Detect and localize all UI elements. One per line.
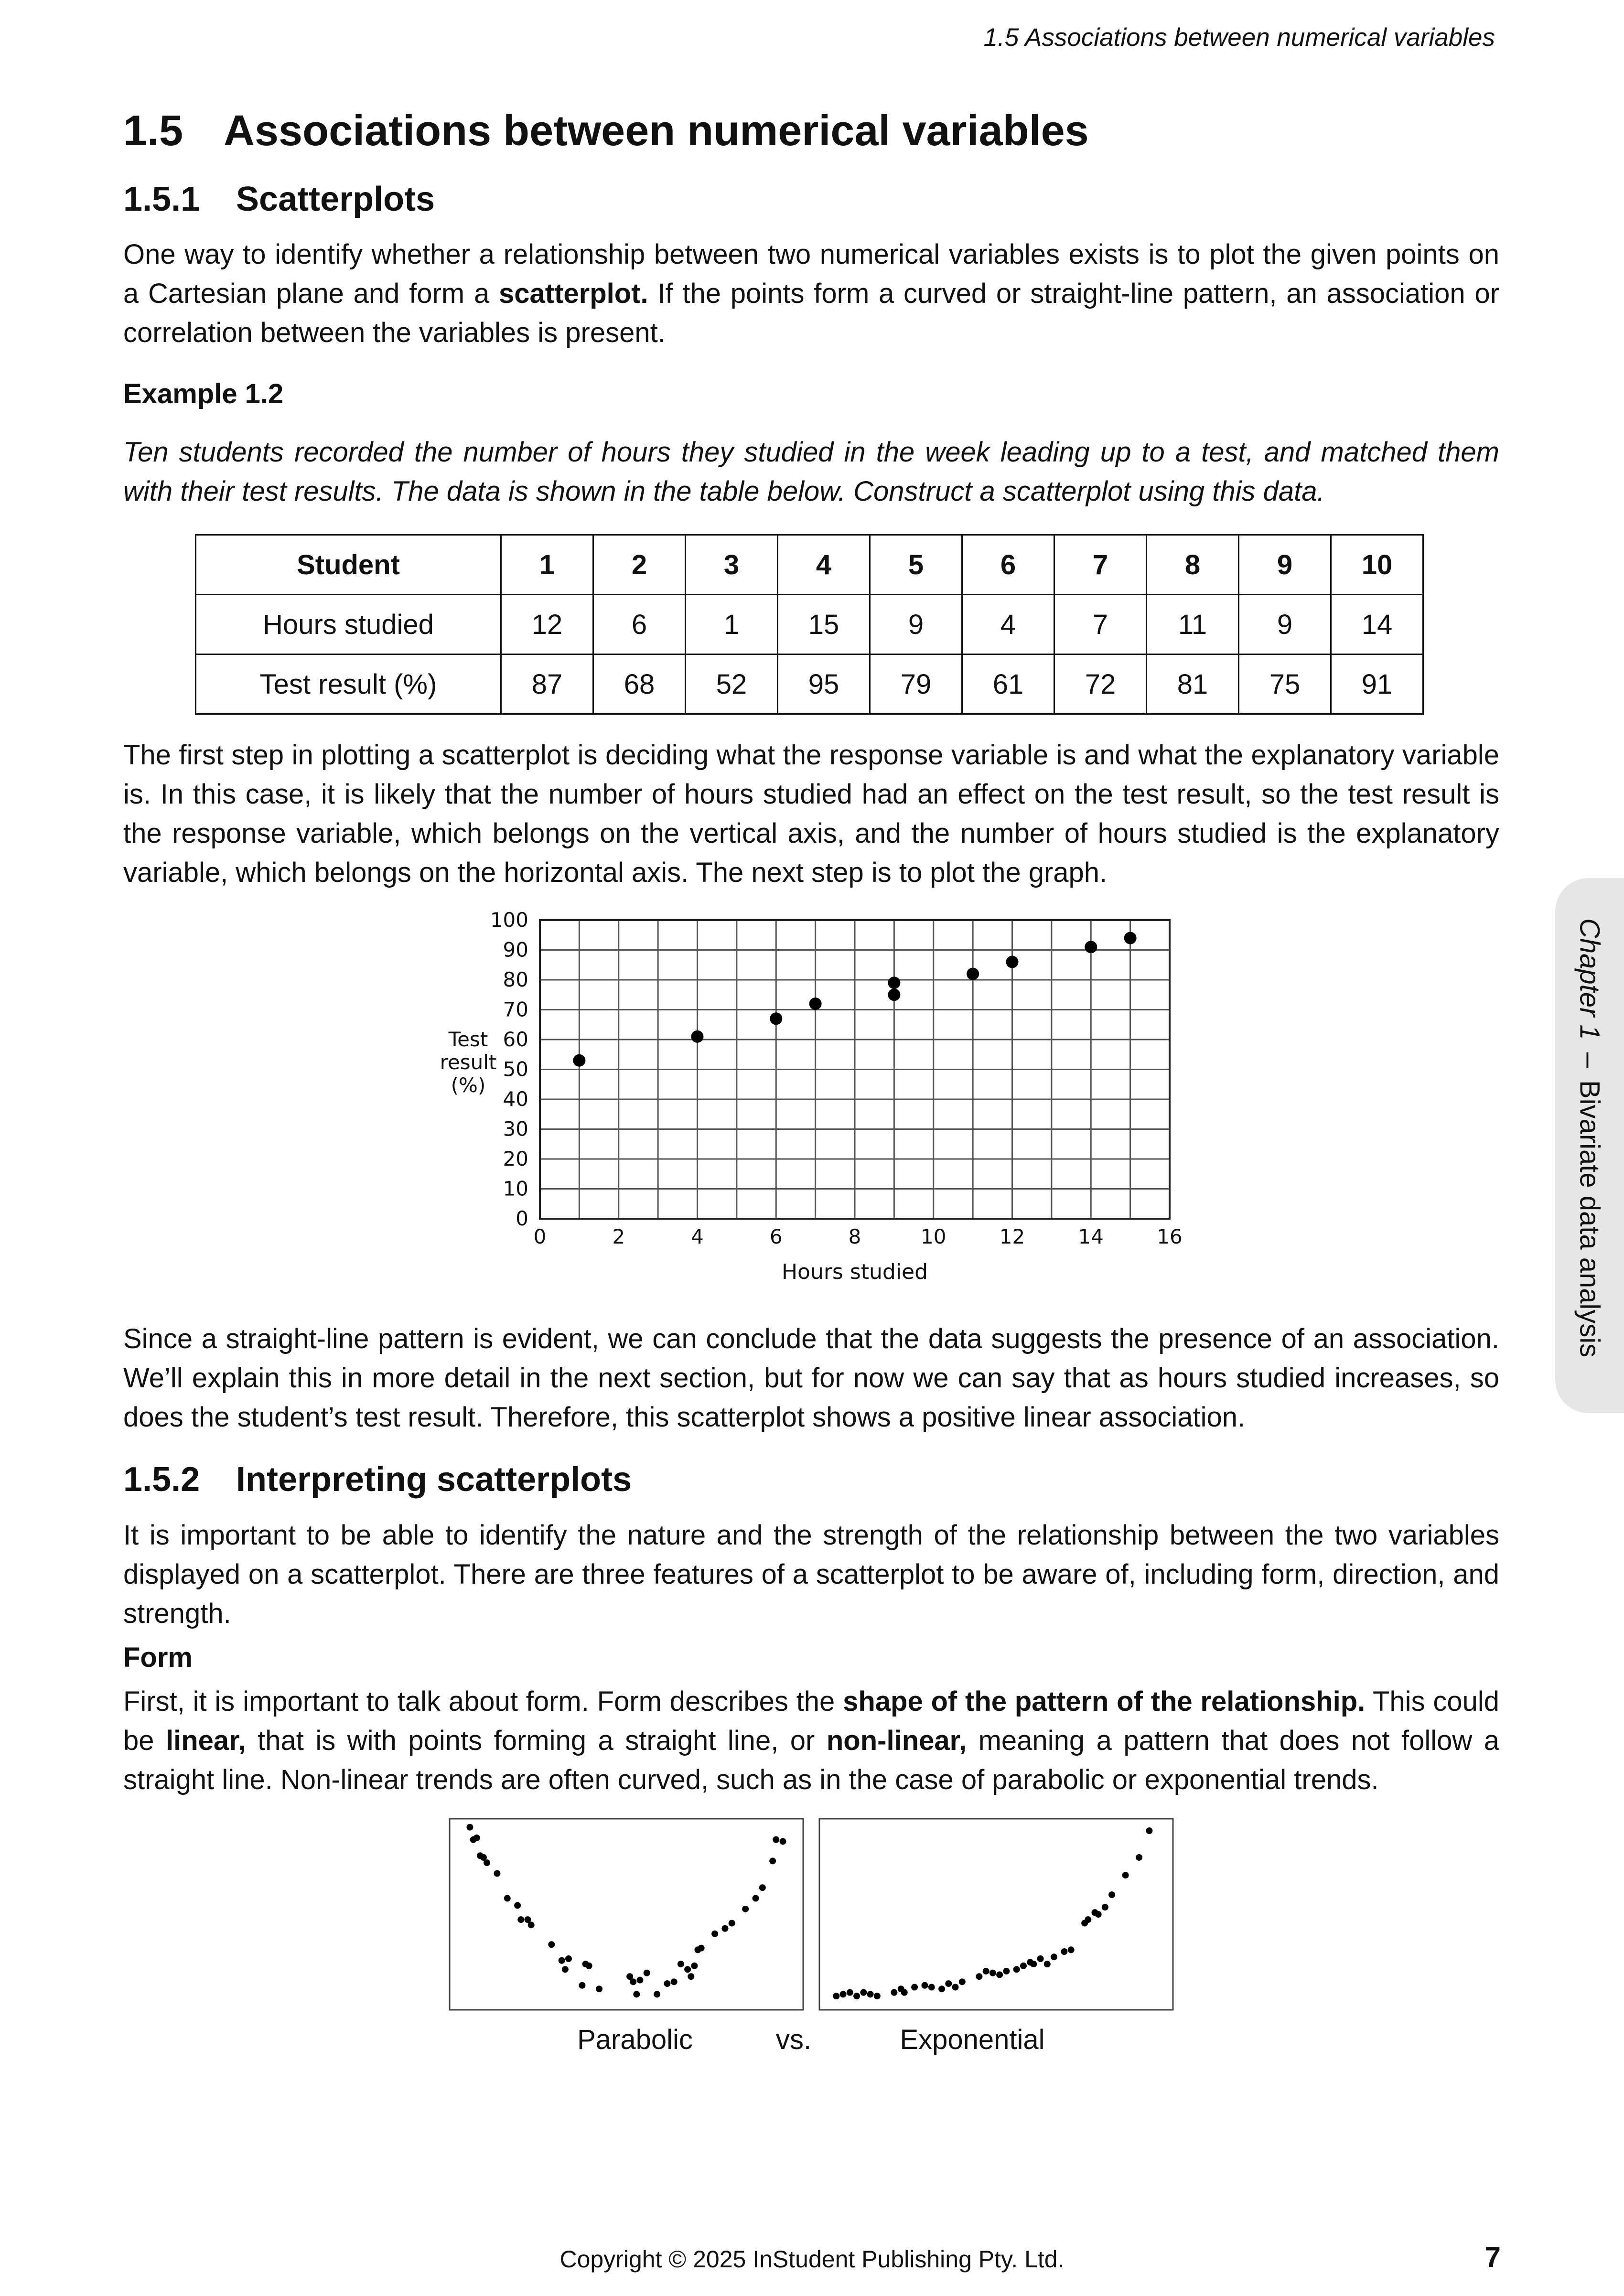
table-cell: 4 (962, 595, 1054, 654)
data-point (809, 998, 822, 1010)
table-cell: 91 (1331, 654, 1423, 714)
x-tick-label: 2 (612, 1225, 625, 1249)
mini-data-point (473, 1835, 480, 1841)
mini-data-point (562, 1966, 569, 1973)
mini-data-point (559, 1957, 565, 1964)
table-cell: 68 (593, 654, 686, 714)
form-comparison-charts (123, 1814, 1499, 2062)
table-cell: 72 (1054, 654, 1147, 714)
table-row-label: Hours studied (196, 595, 501, 654)
mini-data-point (514, 1902, 521, 1909)
form-text: meaning a pattern that does not follow a straight line. Non-linear trends are often curved, such as in the case of parabolic or exponential trends. (123, 1725, 1499, 1795)
table-cell: 14 (1331, 595, 1423, 654)
subsection-number: 1.5.2 (123, 1460, 200, 1499)
x-tick-label: 12 (999, 1225, 1025, 1249)
chapter-title: Bivariate data analysis (1574, 1080, 1605, 1358)
x-axis-label: Hours studied (781, 1260, 928, 1285)
mini-data-point (780, 1838, 786, 1845)
mini-data-point (664, 1980, 670, 1987)
mini-data-point (596, 1985, 602, 1992)
mini-data-point (874, 1993, 881, 1999)
form-comparison-figure (123, 1814, 1499, 2062)
y-tick-label: 40 (503, 1087, 528, 1111)
table-cell: 95 (778, 654, 870, 714)
intro-text: One way to identify whether a relationship between two numerical variables exists is to plot the given points on a Cartesian plane and form a (123, 239, 1499, 310)
y-tick-label: 90 (503, 938, 528, 962)
table-cell: 6 (593, 595, 686, 654)
example-text: Ten students recorded the number of hours they studied in the week leading up to a test, and matched them with their test results. The data is shown in the table below. Construct a scatterplot using this data. (123, 437, 1499, 507)
table-header-cell: 1 (501, 535, 593, 595)
form-text: This could be (123, 1685, 1499, 1756)
table-cell: 79 (870, 654, 962, 714)
mini-data-point (1003, 1968, 1010, 1974)
table-header-cell: 10 (1331, 535, 1423, 595)
form-paragraph (123, 1682, 1499, 1800)
mini-chart-frame (450, 1819, 803, 2010)
y-axis-label: (%) (451, 1073, 486, 1097)
example-heading: Example 1.2 (123, 378, 284, 410)
table-header-cell: 8 (1147, 535, 1239, 595)
subsection-title: Scatterplots (236, 180, 435, 218)
data-point (1124, 932, 1137, 944)
conclusion-paragraph: Since a straight-line pattern is evident, we can conclude that the data suggests the presence of an association. We’ll explain this in more detail in the next section, but for now we can say that as hours studied increases, so does the student’s test result. Therefore, this scatterplot shows a positive linear association. (123, 1323, 1499, 1433)
mini-data-point (853, 1993, 860, 1999)
form-heading: Form (123, 1642, 193, 1673)
mini-data-point (1102, 1904, 1108, 1910)
data-point (573, 1054, 585, 1067)
table-row (196, 595, 1423, 654)
section-number: 1.5 (123, 107, 183, 155)
table-row-label: Test result (%) (196, 654, 501, 714)
mini-data-point (691, 1963, 698, 1969)
mini-data-point (1108, 1891, 1115, 1898)
mini-data-point (1122, 1872, 1129, 1878)
mini-data-point (753, 1895, 759, 1901)
intro-text-end: If the points form a curved or straight-line pattern, an association or correlation between the variables is present. (123, 278, 1499, 349)
mini-data-point (1020, 1963, 1027, 1969)
x-tick-label: 4 (691, 1225, 704, 1249)
mini-data-point (484, 1859, 490, 1866)
mini-data-point (644, 1970, 650, 1976)
table-header-cell: Student (196, 535, 501, 595)
mini-data-point (528, 1921, 535, 1928)
subsection-heading-interpreting (123, 1459, 1499, 1500)
mini-data-point (1030, 1961, 1037, 1967)
y-tick-label: 50 (503, 1057, 528, 1081)
scatterplot-figure (123, 907, 1499, 1298)
mini-data-point (867, 1991, 874, 1997)
table-header-cell: 3 (686, 535, 778, 595)
mini-data-point (579, 1982, 585, 1989)
mini-data-point (1044, 1961, 1051, 1967)
table-header-cell: 2 (593, 535, 686, 595)
form-text: First, it is important to talk about form. Form describes the (123, 1685, 843, 1717)
x-tick-label: 10 (921, 1225, 946, 1249)
table-header-row (196, 535, 1423, 595)
mini-data-point (901, 1989, 908, 1996)
table-cell: 1 (686, 595, 778, 654)
mini-data-point (847, 1989, 853, 1996)
table-cell: 9 (870, 595, 962, 654)
x-tick-label: 0 (533, 1225, 547, 1249)
table-cell: 81 (1147, 654, 1239, 714)
mini-data-point (921, 1982, 928, 1989)
table-row (196, 654, 1423, 714)
mini-data-point (1095, 1911, 1102, 1918)
subsection-heading-scatterplots (123, 179, 1499, 220)
data-point (770, 1013, 782, 1025)
running-header: 1.5 Associations between numerical variables (983, 23, 1495, 52)
table-header-cell: 9 (1239, 535, 1331, 595)
interpreting-intro-paragraph: It is important to be able to identify the nature and the strength of the relationship between the two variables displayed on a scatterplot. There are three features of a scatterplot to be aware of, including form, direction, and strength. (123, 1519, 1499, 1629)
x-tick-label: 14 (1078, 1225, 1104, 1249)
mini-data-point (769, 1857, 776, 1864)
chapter-separator: – (1574, 1052, 1605, 1068)
mini-data-point (891, 1989, 897, 1996)
y-axis-label: Test (448, 1028, 488, 1051)
mini-data-point (1136, 1854, 1142, 1861)
subsection-title: Interpreting scatterplots (236, 1460, 632, 1499)
x-tick-label: 16 (1157, 1225, 1183, 1249)
table-cell: 52 (686, 654, 778, 714)
mini-data-point (636, 1976, 643, 1983)
mini-data-point (633, 1991, 640, 1997)
mini-data-point (989, 1970, 996, 1976)
section-title: Associations between numerical variables (224, 107, 1089, 155)
x-tick-label: 6 (769, 1225, 783, 1249)
table-cell: 9 (1239, 595, 1331, 654)
mini-data-point (504, 1895, 511, 1901)
mini-data-point (1037, 1955, 1044, 1962)
y-tick-label: 60 (503, 1028, 528, 1051)
mini-data-point (565, 1955, 572, 1962)
table-cell: 7 (1054, 595, 1147, 654)
mini-data-point (773, 1836, 779, 1843)
table-cell: 11 (1147, 595, 1239, 654)
mini-data-point (517, 1916, 524, 1923)
mini-data-point (911, 1984, 918, 1990)
mini-data-point (1085, 1916, 1091, 1923)
table-header-cell: 7 (1054, 535, 1147, 595)
mini-data-point (1051, 1953, 1057, 1960)
mini-data-point (983, 1968, 989, 1974)
mini-data-point (678, 1961, 684, 1967)
mini-data-point (945, 1980, 952, 1987)
mini-data-point (938, 1985, 945, 1992)
chapter-side-tab-label (1574, 918, 1606, 1357)
y-tick-label: 0 (516, 1207, 528, 1231)
form-bold: linear, (166, 1725, 246, 1756)
data-point (1085, 941, 1097, 954)
mini-data-point (711, 1931, 718, 1937)
mini-data-point (833, 1993, 839, 1999)
mini-data-point (671, 1978, 678, 1985)
mini-data-point (1146, 1827, 1152, 1834)
mini-data-point (1068, 1946, 1075, 1953)
table-cell: 15 (778, 595, 870, 654)
mini-data-point (548, 1941, 555, 1948)
page-content (123, 105, 1499, 2062)
y-tick-label: 10 (503, 1177, 528, 1201)
table-header-cell: 4 (778, 535, 870, 595)
mini-data-point (586, 1963, 592, 1969)
data-table (195, 534, 1424, 715)
form-bold: shape of the pattern of the relationship. (843, 1685, 1366, 1717)
mini-data-point (466, 1824, 473, 1831)
intro-bold-term: scatterplot. (498, 278, 648, 310)
mini-data-point (952, 1984, 959, 1990)
table-cell: 12 (501, 595, 593, 654)
mini-data-point (721, 1925, 728, 1932)
form-bold: non-linear, (826, 1725, 967, 1756)
mini-data-point (996, 1971, 1003, 1978)
mini-data-point (759, 1884, 766, 1891)
table-header-cell: 5 (870, 535, 962, 595)
comparison-label-parabolic: Parabolic (577, 2024, 693, 2055)
scatterplot-intro-paragraph (123, 235, 1499, 353)
chapter-number: Chapter 1 (1574, 918, 1605, 1040)
mini-data-point (630, 1978, 636, 1985)
page-number: 7 (1484, 2241, 1501, 2273)
scatterplot-chart (123, 907, 1499, 1298)
mini-data-point (840, 1991, 847, 1997)
table-cell: 75 (1239, 654, 1331, 714)
mini-data-point (928, 1984, 935, 1990)
data-point (691, 1030, 704, 1043)
mini-data-point (698, 1944, 705, 1951)
data-point (967, 968, 979, 980)
table-header-cell: 6 (962, 535, 1054, 595)
mini-data-point (860, 1989, 867, 1996)
mini-data-point (494, 1870, 500, 1877)
y-axis-label: result (440, 1051, 497, 1074)
mini-chart-frame (819, 1819, 1173, 2010)
response-variable-paragraph: The first step in plotting a scatterplot is deciding what the response variable is and what the explanatory variable is. In this case, it is likely that the number of hours studied had an effect on the test result, so the test result is the response variable, which belongs on the vertical axis, and the number of hours studied is the explanatory variable, which belongs on the horizontal axis. The next step is to plot the graph. (123, 740, 1499, 889)
mini-data-point (688, 1973, 694, 1980)
comparison-label-exponential: Exponential (900, 2024, 1045, 2055)
y-tick-label: 20 (503, 1147, 528, 1171)
table-cell: 87 (501, 654, 593, 714)
comparison-label-vs: vs. (775, 2024, 812, 2055)
data-point (1006, 956, 1019, 968)
mini-data-point (684, 1966, 691, 1973)
data-point (888, 989, 900, 1001)
y-tick-label: 80 (503, 968, 528, 992)
y-tick-label: 100 (490, 908, 528, 932)
table-cell: 61 (962, 654, 1054, 714)
mini-data-point (1013, 1966, 1020, 1973)
mini-data-point (654, 1991, 660, 1997)
subsection-number: 1.5.1 (123, 180, 200, 218)
y-tick-label: 30 (503, 1117, 528, 1141)
mini-data-point (742, 1906, 749, 1912)
section-heading (123, 105, 1499, 157)
x-tick-label: 8 (848, 1225, 861, 1249)
mini-data-point (959, 1978, 966, 1985)
data-point (888, 977, 900, 989)
y-tick-label: 70 (503, 998, 528, 1021)
mini-data-point (729, 1920, 735, 1926)
form-text: that is with points forming a straight line, or (246, 1725, 827, 1756)
footer-copyright: Copyright © 2025 InStudent Publishing Pty. Ltd. (559, 2246, 1065, 2273)
mini-data-point (976, 1973, 982, 1980)
mini-data-point (1061, 1948, 1067, 1955)
